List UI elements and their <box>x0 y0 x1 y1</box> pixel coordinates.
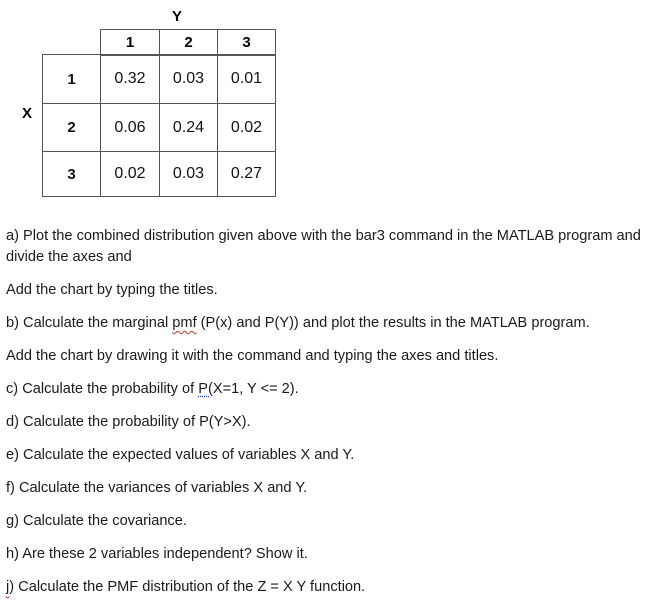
table-cell: 0.02 <box>218 104 276 152</box>
column-header-table <box>100 29 276 56</box>
table-cell: 0.32 <box>101 55 160 104</box>
y-axis-label: Y <box>172 8 183 25</box>
joint-distribution-table <box>42 54 276 197</box>
question-c <box>6 379 656 400</box>
table-cell: 0.24 <box>160 104 218 152</box>
question-b-continued: Add the chart by drawing it with the command and typing the axes and titles. <box>6 348 499 364</box>
question-c-suffix: X=1, Y <= 2). <box>212 381 299 397</box>
question-j <box>6 577 656 598</box>
table-cell: 0.01 <box>218 55 276 104</box>
question-j-suffix: ) Calculate the PMF distribution of the Z = X Y function. <box>9 579 366 595</box>
question-b <box>6 313 656 334</box>
row-header-3: 3 <box>43 152 101 197</box>
question-f: f) Calculate the variances of variables X and Y. <box>6 480 308 496</box>
table-cell: 0.03 <box>160 55 218 104</box>
column-header-2: 2 <box>160 30 218 56</box>
table-row <box>43 55 276 104</box>
table-cell: 0.06 <box>101 104 160 152</box>
column-header-3: 3 <box>218 30 276 56</box>
table-cell: 0.03 <box>160 152 218 197</box>
row-header-2: 2 <box>43 104 101 152</box>
spellcheck-word-j[interactable]: j <box>6 579 10 595</box>
question-a: a) Plot the combined distribution given above with the bar3 command in the MATLAB program and divide the axes and <box>6 228 641 265</box>
question-b-suffix: (P(x) and P(Y)) and plot the results in the MATLAB program. <box>196 315 590 331</box>
question-d: d) Calculate the probability of P(Y>X). <box>6 414 251 430</box>
question-e: e) Calculate the expected values of variables X and Y. <box>6 447 355 463</box>
question-a-continued: Add the chart by typing the titles. <box>6 282 218 298</box>
table-row <box>43 104 276 152</box>
row-header-1: 1 <box>43 55 101 104</box>
question-b-prefix: b) Calculate the marginal <box>6 315 173 331</box>
question-list <box>6 226 656 598</box>
question-h: h) Are these 2 variables independent? Show it. <box>6 546 308 562</box>
table-row <box>43 152 276 197</box>
question-c-prefix: c) Calculate the probability of <box>6 381 199 397</box>
spellcheck-word-pmf[interactable]: pmf <box>172 315 197 331</box>
column-header-1: 1 <box>101 30 160 56</box>
x-axis-label: X <box>22 105 33 122</box>
grammar-flag-p[interactable]: P( <box>198 381 213 397</box>
question-g: g) Calculate the covariance. <box>6 513 187 529</box>
table-cell: 0.27 <box>218 152 276 197</box>
table-cell: 0.02 <box>101 152 160 197</box>
